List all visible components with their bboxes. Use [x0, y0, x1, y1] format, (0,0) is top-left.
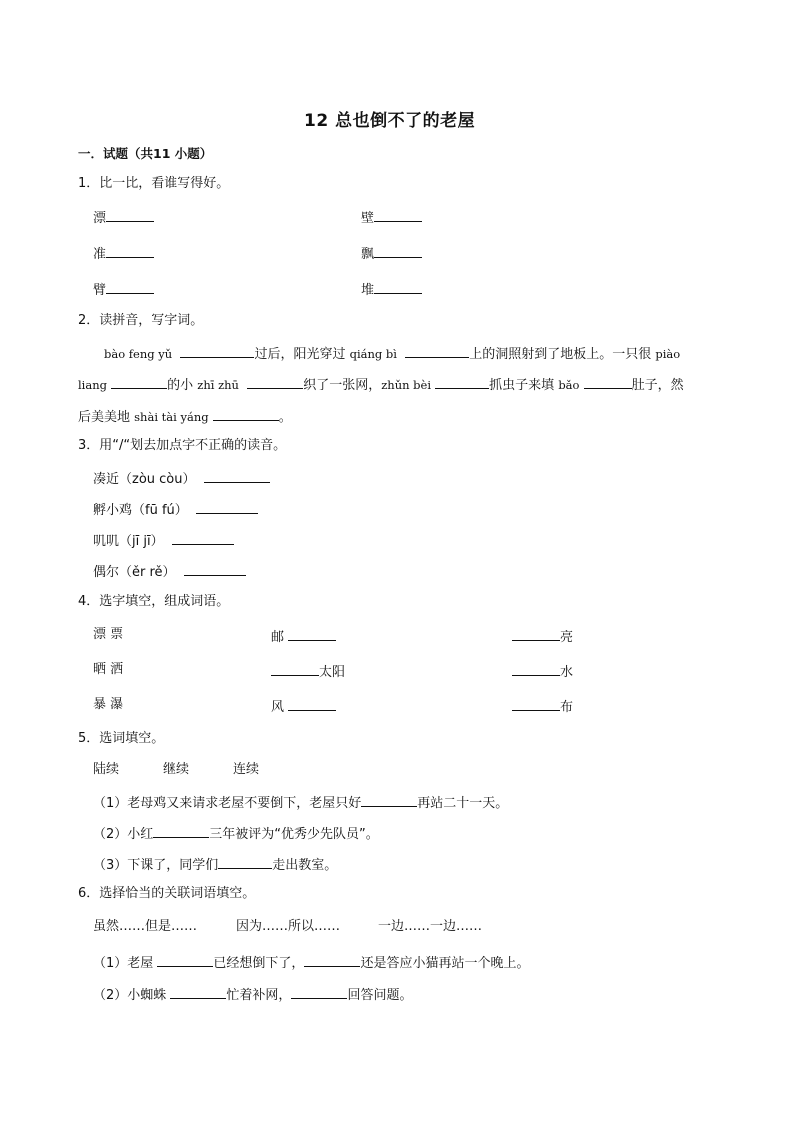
q3-item: 偶尔（ěr rě） [93, 562, 246, 581]
q1-item: 漂 [93, 208, 154, 227]
q3-item: 孵小鸡（fū fú） [93, 500, 258, 519]
question-6-stem: 6．选择恰当的关联词语填空。 [78, 886, 256, 901]
q1-item: 壁 [361, 208, 422, 227]
q5-sentence-3: （3）下课了，同学们 走出教室。 [93, 855, 337, 874]
q4-mid: 太阳 [271, 662, 345, 681]
q4-right: 布 [512, 697, 573, 716]
q2-line-3: 后美美地 shài tài yáng 。 [78, 407, 292, 426]
q3-item: 凑近（zòu còu） [93, 469, 270, 488]
q6-sentence-2: （2）小蜘蛛 忙着补网， 回答问题。 [93, 985, 412, 1004]
q4-mid: 邮 [271, 627, 336, 646]
q1-item: 堆 [361, 280, 422, 299]
q4-right: 亮 [512, 627, 573, 646]
q2-line-1: bào feng yǔ 过后，阳光穿过 qiáng bì 上的洞照射到了地板上。一只很 piào [104, 344, 680, 363]
q4-mid: 风 [271, 697, 336, 716]
page-title: 12 总也倒不了的老屋 [304, 111, 476, 131]
q6-word: 虽然……但是…… [93, 919, 198, 934]
q5-sentence-2: （2）小红 三年被评为“优秀少先队员”。 [93, 824, 379, 843]
q5-word: 连续 [233, 762, 260, 777]
q3-item: 叽叽（jī jī） [93, 531, 234, 550]
q5-word: 继续 [163, 762, 190, 777]
q4-right: 水 [512, 662, 573, 681]
question-4-stem: 4．选字填空，组成词语。 [78, 594, 230, 609]
question-2-stem: 2．读拼音，写字词。 [78, 313, 204, 328]
q5-word: 陆续 [93, 762, 120, 777]
q1-item: 准 [93, 244, 154, 263]
q5-sentence-1: （1）老母鸡又来请求老屋不要倒下，老屋只好 再站二十一天。 [93, 793, 508, 812]
q4-pair: 晒 洒 [93, 662, 124, 677]
q6-word: 因为……所以…… [236, 919, 341, 934]
q6-sentence-1: （1）老屋 已经想倒下了， 还是答应小猫再站一个晚上。 [93, 953, 529, 972]
q4-pair: 漂 票 [93, 627, 124, 642]
q1-item: 飘 [361, 244, 422, 263]
q6-word: 一边……一边…… [378, 919, 483, 934]
q2-line-2: liang 的小 zhī zhū 织了一张网，zhǔn bèi 抓虫子来填 bǎo 肚子，然 [78, 375, 684, 394]
question-5-stem: 5．选词填空。 [78, 731, 165, 746]
question-1-stem: 1．比一比，看谁写得好。 [78, 176, 230, 191]
q1-item: 臂 [93, 280, 154, 299]
section-heading: 一．试题（共11 小题） [78, 146, 213, 161]
question-3-stem: 3．用“/“划去加点字不正确的读音。 [78, 438, 287, 453]
q4-pair: 暴 瀑 [93, 697, 124, 712]
